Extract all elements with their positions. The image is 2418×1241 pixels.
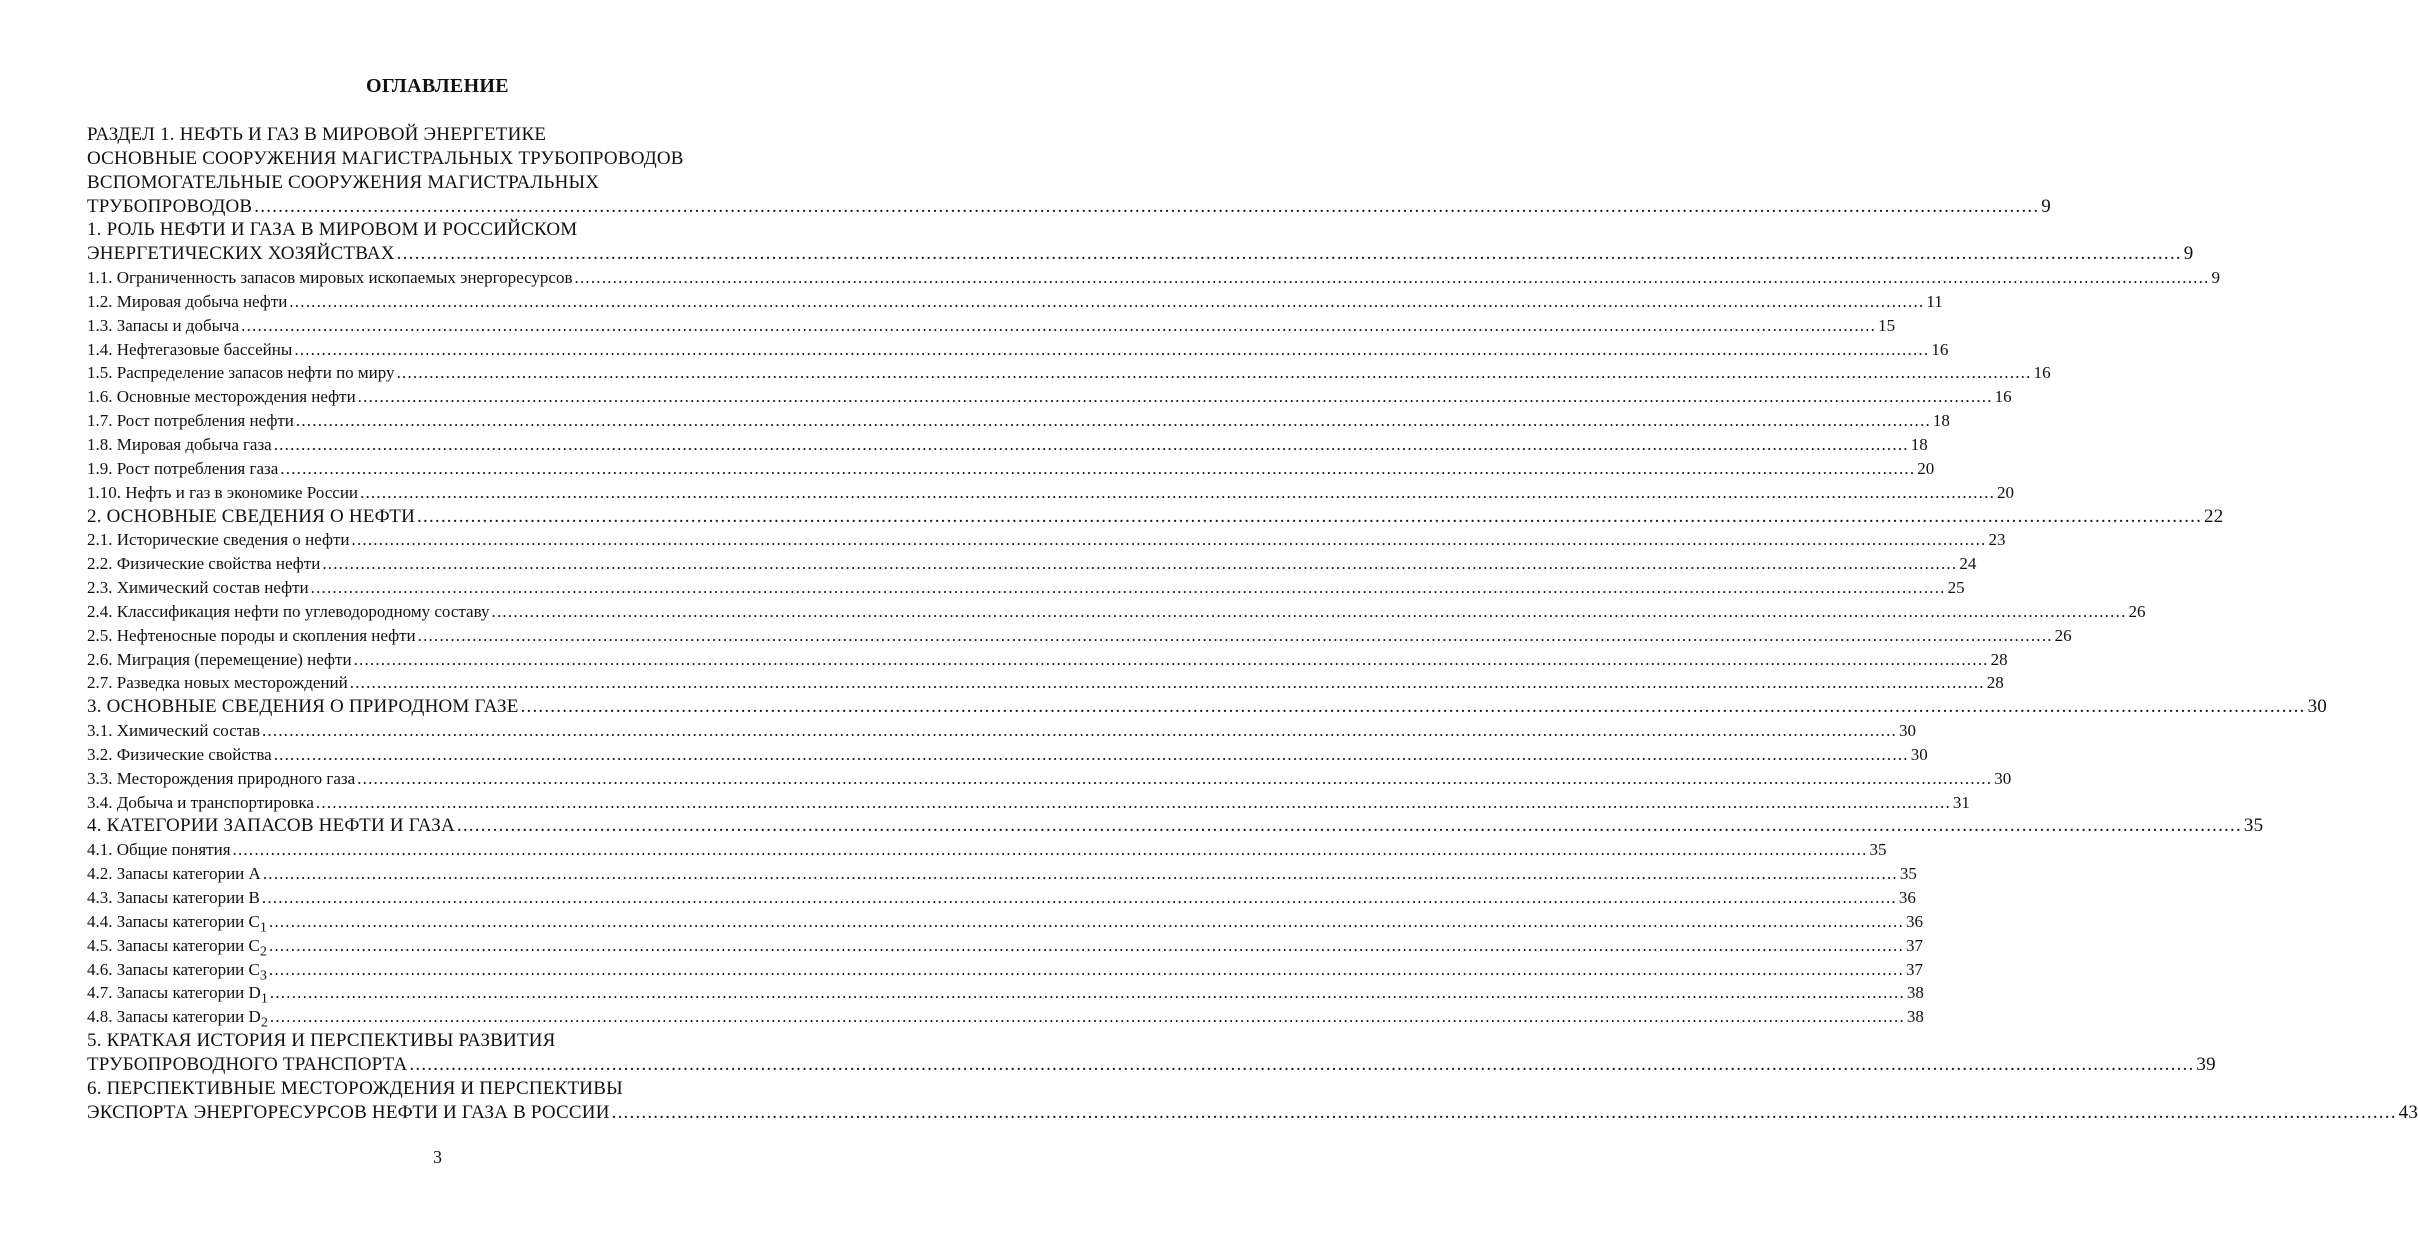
- dot-leader: ............................................................................................................................................................................................................................................................................................................: [289, 291, 1925, 311]
- toc-entry-label: 3.2. Физические свойства: [87, 744, 272, 764]
- toc-entry-label: 4. КАТЕГОРИИ ЗАПАСОВ НЕФТИ И ГАЗА: [87, 815, 455, 837]
- toc-entry[interactable]: [87, 481, 2015, 505]
- toc-entry-page: 37: [1905, 935, 1923, 955]
- toc-entry-label: 1.6. Основные месторождения нефти: [87, 387, 356, 407]
- dot-leader: ............................................................................................................................................................................................................................................................................................................: [611, 1101, 2397, 1123]
- toc-entry-label: 2.5. Нефтеносные породы и скопления нефти: [87, 625, 416, 645]
- page-title: ОГЛАВЛЕНИЕ: [366, 75, 509, 97]
- dot-leader: ............................................................................................................................................................................................................................................................................................................: [396, 363, 2032, 383]
- toc-entry-label: 1.3. Запасы и добыча: [87, 315, 240, 335]
- dot-leader: ............................................................................................................................................................................................................................................................................................................: [262, 864, 1898, 884]
- toc-entry-page: 23: [1988, 530, 2006, 550]
- toc-entry-label: ЭКСПОРТА ЭНЕРГОРЕСУРСОВ НЕФТИ И ГАЗА В РОССИИ: [87, 1101, 610, 1123]
- toc-entry-page: 38: [1906, 983, 1924, 1003]
- toc-entry-label: 1.1. Ограниченность запасов мировых ископаемых энергоресурсов: [87, 268, 573, 288]
- toc-entry-page: 16: [2033, 363, 2051, 383]
- toc-entry-label: ТРУБОПРОВОДНОГО ТРАНСПОРТА: [87, 1053, 408, 1075]
- toc-entry-label: 4.6. Запасы категории $С_3$: [87, 959, 267, 983]
- toc-entry[interactable]: [87, 552, 1977, 576]
- toc-entry-page: 30: [1910, 744, 1928, 764]
- dot-leader: ............................................................................................................................................................................................................................................................................................................: [269, 1007, 1905, 1027]
- toc-entry-page: 26: [2128, 601, 2146, 621]
- dot-leader: ............................................................................................................................................................................................................................................................................................................: [294, 339, 1930, 359]
- toc-entry[interactable]: [87, 600, 2146, 624]
- toc-entry[interactable]: [87, 361, 2051, 385]
- toc-entry-page: 9: [2211, 268, 2220, 288]
- toc-entry-label: 2.7. Разведка новых месторождений: [87, 673, 348, 693]
- subscript: 2: [259, 943, 267, 960]
- toc-entry-label: 4.3. Запасы категории В: [87, 888, 260, 907]
- toc-entry[interactable]: [87, 457, 1935, 481]
- toc-entry[interactable]: [87, 290, 1943, 314]
- toc-entry-label: 4.1. Общие понятия: [87, 840, 231, 860]
- toc-entry[interactable]: [87, 671, 2004, 695]
- toc-entry-label: 1.8. Мировая добыча газа: [87, 434, 272, 454]
- toc-entry-chapter-1[interactable]: [87, 242, 2194, 266]
- toc-entry[interactable]: [87, 934, 1923, 960]
- toc-entry[interactable]: [87, 862, 1917, 886]
- dot-leader: ............................................................................................................................................................................................................................................................................................................: [310, 578, 1946, 598]
- toc-entry-chapter-4[interactable]: [87, 814, 2264, 838]
- subscript: 1: [260, 990, 268, 1007]
- toc-entry-page: 25: [1947, 578, 1965, 598]
- toc-entry[interactable]: [87, 767, 2012, 791]
- toc-entry-label: 2.1. Исторические сведения о нефти: [87, 530, 350, 550]
- toc-entry-label: 3.3. Месторождения природного газа: [87, 768, 356, 788]
- dot-leader: ............................................................................................................................................................................................................................................................................................................: [295, 411, 1931, 431]
- toc-entry-page: 30: [2307, 696, 2327, 718]
- dot-leader: ............................................................................................................................................................................................................................................................................................................: [456, 815, 2242, 837]
- toc-entry[interactable]: [87, 314, 1896, 338]
- toc-entry-page: 39: [2196, 1053, 2216, 1075]
- dot-leader: ............................................................................................................................................................................................................................................................................................................: [574, 268, 2210, 288]
- dot-leader: ............................................................................................................................................................................................................................................................................................................: [261, 888, 1897, 907]
- toc-entry[interactable]: [87, 409, 1950, 433]
- toc-entry-page: 18: [1910, 434, 1928, 454]
- toc-entry-page: 35: [1869, 840, 1887, 860]
- dot-leader: ............................................................................................................................................................................................................................................................................................................: [357, 387, 1993, 407]
- toc-entry-page: 30: [1898, 721, 1916, 741]
- toc-entry-label: 1.9. Рост потребления газа: [87, 458, 279, 478]
- toc-entry-page: 9: [2041, 195, 2051, 217]
- toc-entry-chapter-3[interactable]: [87, 695, 2327, 719]
- toc-entry-page: 20: [1917, 458, 1935, 478]
- toc-entry[interactable]: [87, 385, 2012, 409]
- toc-entry-page: 22: [2204, 505, 2224, 527]
- toc-entry[interactable]: [87, 838, 1887, 862]
- dot-leader: ............................................................................................................................................................................................................................................................................................................: [280, 458, 1916, 478]
- toc-entry-label: 4.8. Запасы категории $D_2$: [87, 1007, 268, 1031]
- dot-leader: ............................................................................................................................................................................................................................................................................................................: [409, 1053, 2195, 1075]
- toc-entry-page: 36: [1898, 888, 1916, 907]
- toc-entry[interactable]: [87, 791, 1970, 815]
- toc-entry-label: 3. ОСНОВНЫЕ СВЕДЕНИЯ О ПРИРОДНОМ ГАЗЕ: [87, 696, 519, 718]
- table-of-contents: [87, 123, 2418, 1124]
- toc-entry-chapter-1-line-1: 1. РОЛЬ НЕФТИ И ГАЗА В МИРОВОМ И РОССИЙСКОМ: [87, 219, 578, 241]
- toc-entry-section-1[interactable]: [87, 195, 2051, 219]
- toc-entry-page: 16: [1994, 387, 2012, 407]
- toc-entry-label: 3.1. Химический состав: [87, 721, 260, 741]
- dot-leader: ............................................................................................................................................................................................................................................................................................................: [273, 434, 1909, 454]
- dot-leader: ............................................................................................................................................................................................................................................................................................................: [351, 530, 1987, 550]
- dot-leader: ............................................................................................................................................................................................................................................................................................................: [491, 601, 2127, 621]
- toc-entry[interactable]: [87, 338, 1949, 362]
- toc-entry-label: 2.2. Физические свойства нефти: [87, 554, 321, 574]
- toc-entry-label: 1.10. Нефть и газ в экономике России: [87, 482, 359, 502]
- toc-entry-label: 1.2. Мировая добыча нефти: [87, 291, 288, 311]
- toc-entry[interactable]: [87, 266, 2220, 290]
- toc-entry-page: 26: [2054, 625, 2072, 645]
- toc-entry-page: 43: [2398, 1101, 2418, 1123]
- dot-leader: ............................................................................................................................................................................................................................................................................................................: [417, 505, 2203, 527]
- toc-entry-page: 24: [1959, 554, 1977, 574]
- dot-leader: ............................................................................................................................................................................................................................................................................................................: [353, 649, 1989, 669]
- toc-entry-chapter-5[interactable]: [87, 1053, 2216, 1077]
- toc-entry-page: 38: [1906, 1007, 1924, 1027]
- dot-leader: ............................................................................................................................................................................................................................................................................................................: [261, 721, 1897, 741]
- dot-leader: ............................................................................................................................................................................................................................................................................................................: [269, 983, 1905, 1003]
- toc-entry[interactable]: [87, 719, 1916, 743]
- dot-leader: ............................................................................................................................................................................................................................................................................................................: [315, 792, 1951, 812]
- toc-entry[interactable]: [87, 743, 1928, 767]
- toc-entry[interactable]: [87, 576, 1965, 600]
- toc-entry-label: 2.6. Миграция (перемещение) нефти: [87, 649, 352, 669]
- dot-leader: ............................................................................................................................................................................................................................................................................................................: [349, 673, 1985, 693]
- toc-entry-page: 18: [1932, 411, 1950, 431]
- dot-leader: ............................................................................................................................................................................................................................................................................................................: [360, 482, 1996, 502]
- toc-entry-label: 1.4. Нефтегазовые бассейны: [87, 339, 293, 359]
- toc-entry[interactable]: [87, 910, 1923, 936]
- toc-entry[interactable]: [87, 624, 2072, 648]
- toc-entry-page: 9: [2183, 243, 2194, 265]
- toc-entry-page: 37: [1905, 959, 1923, 979]
- dot-leader: ............................................................................................................................................................................................................................................................................................................: [268, 959, 1904, 979]
- toc-entry-section-1-line-1: РАЗДЕЛ 1. НЕФТЬ И ГАЗ В МИРОВОЙ ЭНЕРГЕТИКЕ: [87, 124, 547, 145]
- subscript: 2: [260, 1014, 268, 1031]
- toc-entry-label: 4.4. Запасы категории $С_1$: [87, 911, 267, 936]
- page-number: 3: [433, 1147, 442, 1167]
- toc-entry-label: ЭНЕРГЕТИЧЕСКИХ ХОЗЯЙСТВАХ: [87, 243, 395, 265]
- toc-entry[interactable]: [87, 648, 2008, 672]
- dot-leader: ............................................................................................................................................................................................................................................................................................................: [232, 840, 1868, 860]
- subscript: 1: [259, 919, 267, 936]
- toc-entry-section-1-line-2: ОСНОВНЫЕ СООРУЖЕНИЯ МАГИСТРАЛЬНЫХ ТРУБОПРОВОДОВ: [87, 147, 684, 169]
- toc-entry-page: 11: [1926, 291, 1943, 311]
- toc-entry-label: ТРУБОПРОВОДОВ: [87, 195, 253, 217]
- toc-entry-label: 3.4. Добыча и транспортировка: [87, 792, 314, 812]
- toc-entry[interactable]: [87, 886, 1916, 910]
- toc-entry-chapter-6[interactable]: [87, 1101, 2418, 1125]
- toc-entry-label: 4.5. Запасы категории $С_2$: [87, 935, 267, 960]
- toc-entry[interactable]: [87, 433, 1928, 457]
- toc-entry-page: 28: [1986, 673, 2004, 693]
- dot-leader: ............................................................................................................................................................................................................................................................................................................: [520, 696, 2306, 718]
- toc-entry-label: 2.3. Химический состав нефти: [87, 578, 309, 598]
- toc-entry-page: 28: [1990, 649, 2008, 669]
- dot-leader: ............................................................................................................................................................................................................................................................................................................: [268, 911, 1904, 931]
- toc-entry-chapter-5-line-1: 5. КРАТКАЯ ИСТОРИЯ И ПЕРСПЕКТИВЫ РАЗВИТИЯ: [87, 1030, 556, 1052]
- toc-entry-label: 1.7. Рост потребления нефти: [87, 411, 294, 431]
- toc-entry-label: 4.7. Запасы категории $D_1$: [87, 983, 268, 1007]
- toc-entry[interactable]: [87, 958, 1923, 983]
- toc-entry-label: 2.4. Классификация нефти по углеводородному составу: [87, 601, 490, 621]
- toc-entry-section-1-line-3: ВСПОМОГАТЕЛЬНЫЕ СООРУЖЕНИЯ МАГИСТРАЛЬНЫХ: [87, 171, 600, 193]
- dot-leader: ............................................................................................................................................................................................................................................................................................................: [396, 243, 2182, 265]
- toc-entry-page: 36: [1905, 911, 1923, 931]
- toc-entry-chapter-6-line-1: 6. ПЕРСПЕКТИВНЫЕ МЕСТОРОЖДЕНИЯ И ПЕРСПЕКТИВЫ: [87, 1077, 623, 1099]
- toc-entry-page: 20: [1997, 482, 2015, 502]
- dot-leader: ............................................................................................................................................................................................................................................................................................................: [254, 195, 2040, 217]
- toc-entry-page: 30: [1994, 768, 2012, 788]
- dot-leader: ............................................................................................................................................................................................................................................................................................................: [322, 554, 1958, 574]
- toc-entry[interactable]: [87, 981, 1924, 1007]
- toc-entry-page: 31: [1952, 792, 1970, 812]
- toc-entry-label: 4.2. Запасы категории А: [87, 864, 261, 884]
- toc-entry-label: 2. ОСНОВНЫЕ СВЕДЕНИЯ О НЕФТИ: [87, 505, 416, 527]
- dot-leader: ............................................................................................................................................................................................................................................................................................................: [357, 768, 1993, 788]
- dot-leader: ............................................................................................................................................................................................................................................................................................................: [273, 744, 1909, 764]
- dot-leader: ............................................................................................................................................................................................................................................................................................................: [417, 625, 2053, 645]
- dot-leader: ............................................................................................................................................................................................................................................................................................................: [268, 935, 1904, 955]
- toc-entry-page: 35: [1899, 864, 1917, 884]
- subscript: 3: [259, 966, 267, 983]
- toc-entry-page: 15: [1878, 315, 1896, 335]
- dot-leader: ............................................................................................................................................................................................................................................................................................................: [241, 315, 1877, 335]
- toc-entry-page: 35: [2243, 815, 2264, 837]
- toc-entry[interactable]: [87, 1005, 1924, 1031]
- toc-entry-chapter-2[interactable]: [87, 505, 2224, 529]
- toc-entry[interactable]: [87, 528, 2006, 552]
- toc-entry-page: 16: [1931, 339, 1949, 359]
- toc-entry-label: 1.5. Распределение запасов нефти по миру: [87, 363, 395, 383]
